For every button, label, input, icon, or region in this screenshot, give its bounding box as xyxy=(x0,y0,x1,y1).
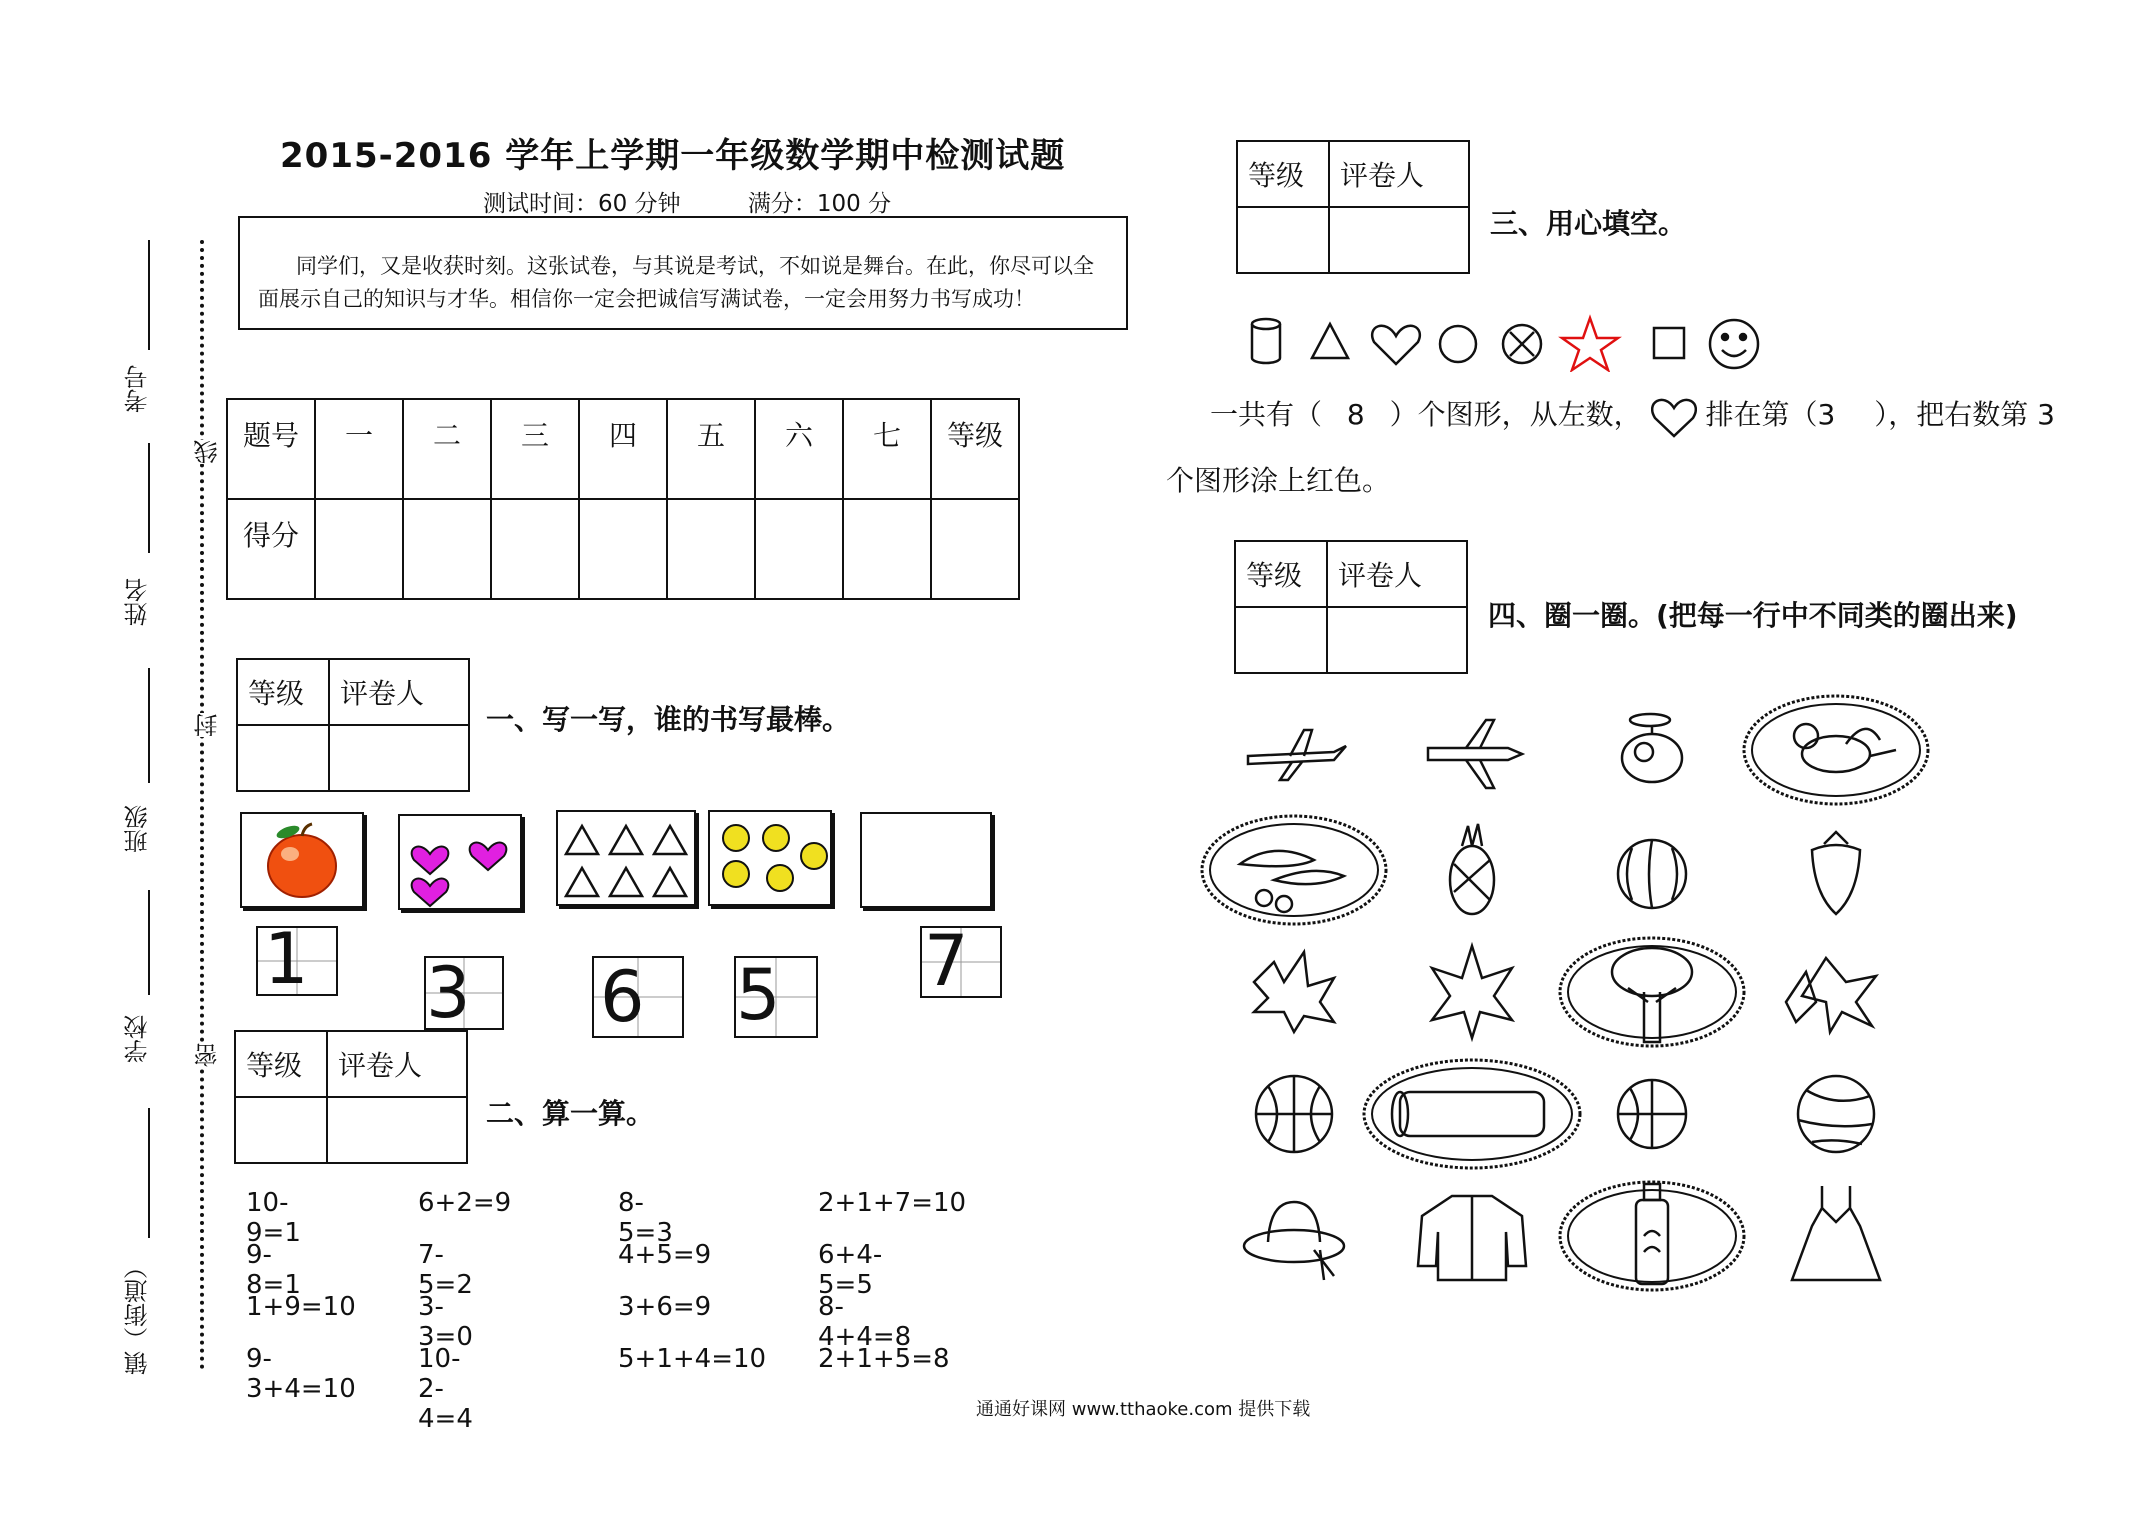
score-header-cell: 四 xyxy=(579,399,667,499)
answer-circle-inner xyxy=(1568,1190,1736,1282)
shapes-row xyxy=(1240,312,1770,372)
digit: 5 xyxy=(736,954,781,1036)
circle-grid xyxy=(1200,690,2000,1340)
fill-blank-line-2: 个图形涂上红色。 xyxy=(1166,464,1391,497)
seal-word: 封 xyxy=(190,713,225,737)
answer-blank[interactable]: 8 xyxy=(1346,398,1365,431)
blank-line[interactable] xyxy=(148,240,150,350)
tree-icon[interactable] xyxy=(1560,938,1744,1046)
side-label-exam-no: 考号 xyxy=(124,365,152,413)
grader-box-2 xyxy=(234,1030,468,1164)
side-label-class: 班级 xyxy=(124,805,152,853)
equation: 6+2=9 xyxy=(418,1188,512,1218)
side-label-school: 学校 xyxy=(124,1015,152,1063)
fill-blank-line-1 xyxy=(1210,382,2055,448)
section-3-heading: 三、用心填空。 xyxy=(1490,207,1687,240)
score-header-cell: 一 xyxy=(315,399,403,499)
fill-text: ），把右数第 3 xyxy=(1874,398,2055,431)
seal-word: 线 xyxy=(190,440,225,464)
blank-line[interactable] xyxy=(148,890,150,995)
score-header-row xyxy=(227,399,1019,499)
hat-icon[interactable] xyxy=(1244,1202,1344,1280)
answer-circle xyxy=(1364,1060,1580,1168)
leaves-icon[interactable] xyxy=(1786,958,1876,1032)
grader-label: 评卷人 xyxy=(1329,141,1469,207)
seal-line xyxy=(200,240,204,1370)
apple-icon xyxy=(242,814,362,906)
score-cell[interactable] xyxy=(667,499,755,599)
footer: 通通好课网 www.tthaoke.com 提供下载 xyxy=(976,1399,1311,1420)
ball-icon[interactable] xyxy=(1618,1080,1686,1148)
grader-box-3 xyxy=(1236,140,1470,274)
score-table xyxy=(226,398,1020,600)
writing-grid[interactable] xyxy=(592,956,684,1038)
score-value-row xyxy=(227,499,1019,599)
digit: 3 xyxy=(426,952,471,1034)
grade-label: 等级 xyxy=(1237,141,1329,207)
grade-label: 等级 xyxy=(235,1031,327,1097)
answer-circle xyxy=(1744,696,1928,804)
writing-grid[interactable] xyxy=(424,952,504,1034)
leaf-icon[interactable] xyxy=(1432,946,1512,1038)
score-cell[interactable] xyxy=(491,499,579,599)
equation: 3-3=0 xyxy=(418,1292,473,1352)
grade-cell[interactable] xyxy=(1235,607,1327,673)
section-1-heading: 一、写一写，谁的书写最棒。 xyxy=(486,703,851,736)
grader-cell[interactable] xyxy=(1329,207,1469,273)
score-row-label: 得分 xyxy=(227,499,315,599)
smiley-icon xyxy=(1710,320,1758,368)
writing-grid[interactable] xyxy=(920,920,1002,1002)
pineapple-icon[interactable] xyxy=(1450,824,1494,914)
equation: 2+1+5=8 xyxy=(818,1344,950,1374)
heart-icon xyxy=(1651,394,1697,438)
writing-grid[interactable] xyxy=(734,956,818,1038)
triangles-card xyxy=(556,810,696,906)
grade-label: 等级 xyxy=(1235,541,1327,607)
blank-line[interactable] xyxy=(148,443,150,553)
circle-icon xyxy=(1440,326,1476,362)
answer-circle xyxy=(1560,1182,1744,1290)
moon-icons xyxy=(862,814,990,906)
star-icon xyxy=(1562,318,1618,370)
maple-leaf-icon[interactable] xyxy=(1254,952,1334,1032)
digit: 7 xyxy=(924,920,969,1002)
score-cell[interactable] xyxy=(579,499,667,599)
grader-label: 评卷人 xyxy=(1327,541,1467,607)
answer-circle-inner xyxy=(1210,824,1378,916)
grader-cell[interactable] xyxy=(327,1097,467,1163)
equation: 8-4+4=8 xyxy=(818,1292,912,1352)
hearts-card xyxy=(398,814,522,910)
full-score: 满分：100 分 xyxy=(747,191,892,217)
test-info xyxy=(483,185,951,218)
digit: 1 xyxy=(264,918,309,1000)
intro-line-1: 同学们，又是收获时刻。这张试卷，与其说是考试，不如说是舞台。在此，你尽可以全 xyxy=(296,254,1094,278)
smileys-card xyxy=(708,810,832,906)
equation: 9-3+4=10 xyxy=(246,1344,356,1404)
helicopter-icon[interactable] xyxy=(1622,714,1682,782)
grader-cell[interactable] xyxy=(1327,607,1467,673)
airplane-icon[interactable] xyxy=(1428,720,1522,788)
writing-grid[interactable] xyxy=(256,918,338,1000)
grade-cell[interactable] xyxy=(235,1097,327,1163)
equation: 2+1+7=10 xyxy=(818,1188,967,1218)
heart-icon xyxy=(1372,326,1420,364)
section-4-heading: 四、圈一圈。(把每一行中不同类的圈出来) xyxy=(1488,599,2018,632)
page-title: 2015-2016 学年上学期一年级数学期中检测试题 xyxy=(280,136,1066,176)
score-header-cell: 三 xyxy=(491,399,579,499)
triangle-icon xyxy=(1312,324,1348,358)
test-time: 测试时间：60 分钟 xyxy=(483,191,681,217)
equation: 8-5=3 xyxy=(618,1188,673,1248)
cylinder-icon xyxy=(1252,319,1280,363)
equation: 5+1+4=10 xyxy=(618,1344,767,1374)
score-cell[interactable] xyxy=(755,499,843,599)
side-label-town: 镇（街道） xyxy=(124,1255,152,1375)
triangle-icons xyxy=(558,812,694,904)
jacket-icon[interactable] xyxy=(1418,1196,1526,1280)
score-cell[interactable] xyxy=(403,499,491,599)
grader-cell[interactable] xyxy=(329,725,469,791)
side-label-name: 姓名 xyxy=(124,578,152,626)
score-header-cell: 题号 xyxy=(227,399,315,499)
answer-circle-inner xyxy=(1372,1068,1572,1160)
equation: 10-9=1 xyxy=(246,1188,301,1248)
fill-text[interactable]: 排在第（3 xyxy=(1705,398,1836,431)
score-header-cell: 五 xyxy=(667,399,755,499)
moons-card xyxy=(860,812,992,908)
score-header-cell: 二 xyxy=(403,399,491,499)
apple-card xyxy=(240,812,364,908)
score-cell[interactable] xyxy=(843,499,931,599)
equation: 3+6=9 xyxy=(618,1292,712,1322)
section-2-heading: 二、算一算。 xyxy=(486,1097,655,1130)
grader-box-1 xyxy=(236,658,470,792)
grader-box-4 xyxy=(1234,540,1468,674)
heart-icons xyxy=(400,816,520,908)
digit: 6 xyxy=(600,956,645,1038)
score-cell[interactable] xyxy=(315,499,403,599)
blank-line[interactable] xyxy=(148,1108,150,1238)
equation: 10-2-4=4 xyxy=(418,1344,473,1434)
equation: 9-8=1 xyxy=(246,1240,301,1300)
intro-line-2: 面展示自己的知识与才华。相信你一定会把诚信写满试卷，一定会用努力书写成功！ xyxy=(258,287,1035,311)
smiley-icons xyxy=(710,812,830,904)
fill-text: ）个图形，从左数， xyxy=(1389,398,1642,431)
answer-circle xyxy=(1202,816,1386,924)
score-header-cell: 等级 xyxy=(931,399,1019,499)
peas-icon[interactable] xyxy=(1202,816,1386,924)
equation: 4+5=9 xyxy=(618,1240,712,1270)
roller-icon[interactable] xyxy=(1364,1060,1580,1168)
blank-line[interactable] xyxy=(148,668,150,783)
x-circle-icon xyxy=(1503,325,1541,363)
volleyball-icon[interactable] xyxy=(1798,1076,1874,1152)
grade-label: 等级 xyxy=(237,659,329,725)
equation: 7-5=2 xyxy=(418,1240,473,1300)
equation: 6+4-5=5 xyxy=(818,1240,883,1300)
strawberry-icon[interactable] xyxy=(1812,832,1860,914)
grade-cell[interactable] xyxy=(237,725,329,791)
grader-label: 评卷人 xyxy=(329,659,469,725)
grade-cell[interactable] xyxy=(1237,207,1329,273)
equation: 1+9=10 xyxy=(246,1292,356,1322)
bottle-icon[interactable] xyxy=(1560,1182,1744,1290)
dress-icon[interactable] xyxy=(1792,1186,1880,1280)
basketball-icon[interactable] xyxy=(1256,1076,1332,1152)
score-header-cell: 七 xyxy=(843,399,931,499)
watermelon-icon[interactable] xyxy=(1618,840,1686,908)
grader-label: 评卷人 xyxy=(327,1031,467,1097)
fill-text: 一共有（ xyxy=(1210,398,1323,431)
square-icon xyxy=(1654,328,1684,358)
intro-box xyxy=(238,216,1128,330)
answer-circle xyxy=(1560,938,1744,1046)
answer-circle-inner xyxy=(1568,946,1736,1038)
score-cell[interactable] xyxy=(931,499,1019,599)
airplane-small-icon[interactable] xyxy=(1248,730,1346,780)
seal-word: 密 xyxy=(190,1043,225,1067)
score-header-cell: 六 xyxy=(755,399,843,499)
bird-icon[interactable] xyxy=(1744,696,1928,804)
